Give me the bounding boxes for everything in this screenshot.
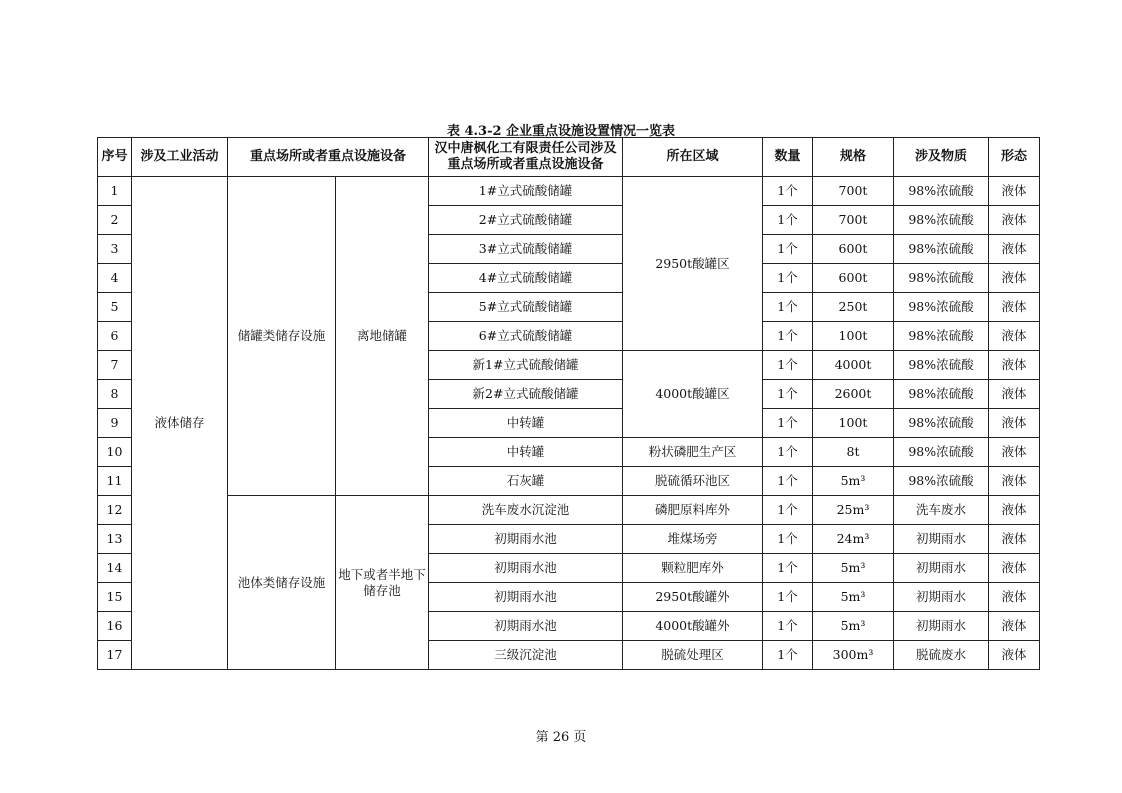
- cell-equipment: 三级沉淀池: [429, 641, 623, 670]
- cell-substance: 脱硫废水: [894, 641, 989, 670]
- cell-facility-subtype: 离地储罐: [336, 177, 429, 496]
- cell-substance: 98%浓硫酸: [894, 264, 989, 293]
- cell-quantity: 1个: [763, 235, 813, 264]
- cell-equipment: 初期雨水池: [429, 612, 623, 641]
- cell-spec: 4000t: [813, 351, 894, 380]
- cell-quantity: 1个: [763, 206, 813, 235]
- cell-equipment: 2#立式硫酸储罐: [429, 206, 623, 235]
- header-activity: 涉及工业活动: [132, 138, 228, 177]
- cell-index: 6: [98, 322, 132, 351]
- cell-index: 2: [98, 206, 132, 235]
- cell-quantity: 1个: [763, 380, 813, 409]
- cell-state: 液体: [989, 264, 1040, 293]
- cell-equipment: 新2#立式硫酸储罐: [429, 380, 623, 409]
- cell-state: 液体: [989, 409, 1040, 438]
- cell-area: 磷肥原料库外: [623, 496, 763, 525]
- cell-equipment: 中转罐: [429, 438, 623, 467]
- table-row: [98, 177, 1040, 206]
- cell-spec: 250t: [813, 293, 894, 322]
- cell-state: 液体: [989, 496, 1040, 525]
- cell-quantity: 1个: [763, 409, 813, 438]
- cell-spec: 100t: [813, 322, 894, 351]
- page-number: 第 26 页: [535, 730, 587, 745]
- cell-area: 脱硫处理区: [623, 641, 763, 670]
- cell-spec: 5m³: [813, 467, 894, 496]
- header-index: 序号: [98, 138, 132, 177]
- cell-equipment: 新1#立式硫酸储罐: [429, 351, 623, 380]
- cell-area: 脱硫循环池区: [623, 467, 763, 496]
- cell-area: 4000t酸罐外: [623, 612, 763, 641]
- cell-quantity: 1个: [763, 177, 813, 206]
- cell-spec: 700t: [813, 177, 894, 206]
- cell-area: 2950t酸罐外: [623, 583, 763, 612]
- cell-equipment: 石灰罐: [429, 467, 623, 496]
- cell-quantity: 1个: [763, 264, 813, 293]
- cell-spec: 8t: [813, 438, 894, 467]
- cell-quantity: 1个: [763, 583, 813, 612]
- cell-substance: 洗车废水: [894, 496, 989, 525]
- cell-equipment: 4#立式硫酸储罐: [429, 264, 623, 293]
- cell-substance: 98%浓硫酸: [894, 235, 989, 264]
- cell-state: 液体: [989, 554, 1040, 583]
- cell-substance: 98%浓硫酸: [894, 322, 989, 351]
- cell-index: 7: [98, 351, 132, 380]
- cell-state: 液体: [989, 380, 1040, 409]
- cell-equipment: 6#立式硫酸储罐: [429, 322, 623, 351]
- cell-quantity: 1个: [763, 438, 813, 467]
- cell-substance: 98%浓硫酸: [894, 409, 989, 438]
- cell-state: 液体: [989, 525, 1040, 554]
- cell-quantity: 1个: [763, 496, 813, 525]
- cell-index: 10: [98, 438, 132, 467]
- cell-state: 液体: [989, 206, 1040, 235]
- header-state: 形态: [989, 138, 1040, 177]
- table-title: 表 4.3-2 企业重点设施设置情况一览表: [446, 124, 676, 139]
- cell-quantity: 1个: [763, 351, 813, 380]
- cell-index: 1: [98, 177, 132, 206]
- cell-spec: 5m³: [813, 554, 894, 583]
- cell-equipment: 初期雨水池: [429, 583, 623, 612]
- cell-equipment: 初期雨水池: [429, 554, 623, 583]
- header-company-facility: 汉中唐枫化工有限责任公司涉及重点场所或者重点设施设备: [429, 138, 623, 177]
- cell-index: 4: [98, 264, 132, 293]
- cell-quantity: 1个: [763, 322, 813, 351]
- cell-area: 颗粒肥库外: [623, 554, 763, 583]
- cell-area: 粉状磷肥生产区: [623, 438, 763, 467]
- cell-spec: 600t: [813, 235, 894, 264]
- cell-quantity: 1个: [763, 467, 813, 496]
- cell-substance: 98%浓硫酸: [894, 380, 989, 409]
- cell-state: 液体: [989, 612, 1040, 641]
- cell-state: 液体: [989, 583, 1040, 612]
- cell-activity: 液体储存: [132, 177, 228, 670]
- facility-table: [97, 137, 1040, 670]
- cell-state: 液体: [989, 438, 1040, 467]
- header-area: 所在区域: [623, 138, 763, 177]
- cell-substance: 98%浓硫酸: [894, 177, 989, 206]
- cell-spec: 100t: [813, 409, 894, 438]
- cell-index: 13: [98, 525, 132, 554]
- cell-quantity: 1个: [763, 554, 813, 583]
- cell-substance: 98%浓硫酸: [894, 206, 989, 235]
- cell-facility-type: 池体类储存设施: [228, 496, 336, 670]
- cell-substance: 98%浓硫酸: [894, 351, 989, 380]
- cell-index: 8: [98, 380, 132, 409]
- cell-substance: 98%浓硫酸: [894, 293, 989, 322]
- cell-equipment: 1#立式硫酸储罐: [429, 177, 623, 206]
- cell-index: 5: [98, 293, 132, 322]
- cell-quantity: 1个: [763, 612, 813, 641]
- header-row: [98, 138, 1040, 177]
- cell-state: 液体: [989, 351, 1040, 380]
- cell-index: 14: [98, 554, 132, 583]
- header-quantity: 数量: [763, 138, 813, 177]
- cell-spec: 600t: [813, 264, 894, 293]
- cell-quantity: 1个: [763, 641, 813, 670]
- cell-state: 液体: [989, 322, 1040, 351]
- cell-substance: 98%浓硫酸: [894, 438, 989, 467]
- cell-area: 2950t酸罐区: [623, 177, 763, 351]
- cell-index: 15: [98, 583, 132, 612]
- cell-spec: 24m³: [813, 525, 894, 554]
- cell-spec: 5m³: [813, 583, 894, 612]
- cell-index: 3: [98, 235, 132, 264]
- cell-index: 11: [98, 467, 132, 496]
- cell-state: 液体: [989, 467, 1040, 496]
- cell-state: 液体: [989, 235, 1040, 264]
- cell-equipment: 5#立式硫酸储罐: [429, 293, 623, 322]
- header-substance: 涉及物质: [894, 138, 989, 177]
- cell-index: 16: [98, 612, 132, 641]
- cell-quantity: 1个: [763, 525, 813, 554]
- cell-spec: 2600t: [813, 380, 894, 409]
- cell-index: 12: [98, 496, 132, 525]
- cell-equipment: 洗车废水沉淀池: [429, 496, 623, 525]
- cell-spec: 700t: [813, 206, 894, 235]
- cell-equipment: 中转罐: [429, 409, 623, 438]
- cell-facility-subtype: 地下或者半地下储存池: [336, 496, 429, 670]
- cell-spec: 300m³: [813, 641, 894, 670]
- cell-state: 液体: [989, 293, 1040, 322]
- cell-equipment: 3#立式硫酸储罐: [429, 235, 623, 264]
- cell-spec: 5m³: [813, 612, 894, 641]
- header-facility: 重点场所或者重点设施设备: [228, 138, 429, 177]
- cell-facility-type: 储罐类储存设施: [228, 177, 336, 496]
- cell-equipment: 初期雨水池: [429, 525, 623, 554]
- cell-quantity: 1个: [763, 293, 813, 322]
- table-row: [98, 496, 1040, 525]
- cell-substance: 初期雨水: [894, 525, 989, 554]
- cell-substance: 初期雨水: [894, 612, 989, 641]
- cell-spec: 25m³: [813, 496, 894, 525]
- cell-substance: 初期雨水: [894, 583, 989, 612]
- cell-substance: 98%浓硫酸: [894, 467, 989, 496]
- cell-index: 17: [98, 641, 132, 670]
- cell-area: 4000t酸罐区: [623, 351, 763, 438]
- cell-substance: 初期雨水: [894, 554, 989, 583]
- cell-state: 液体: [989, 641, 1040, 670]
- cell-index: 9: [98, 409, 132, 438]
- header-spec: 规格: [813, 138, 894, 177]
- cell-area: 堆煤场旁: [623, 525, 763, 554]
- cell-state: 液体: [989, 177, 1040, 206]
